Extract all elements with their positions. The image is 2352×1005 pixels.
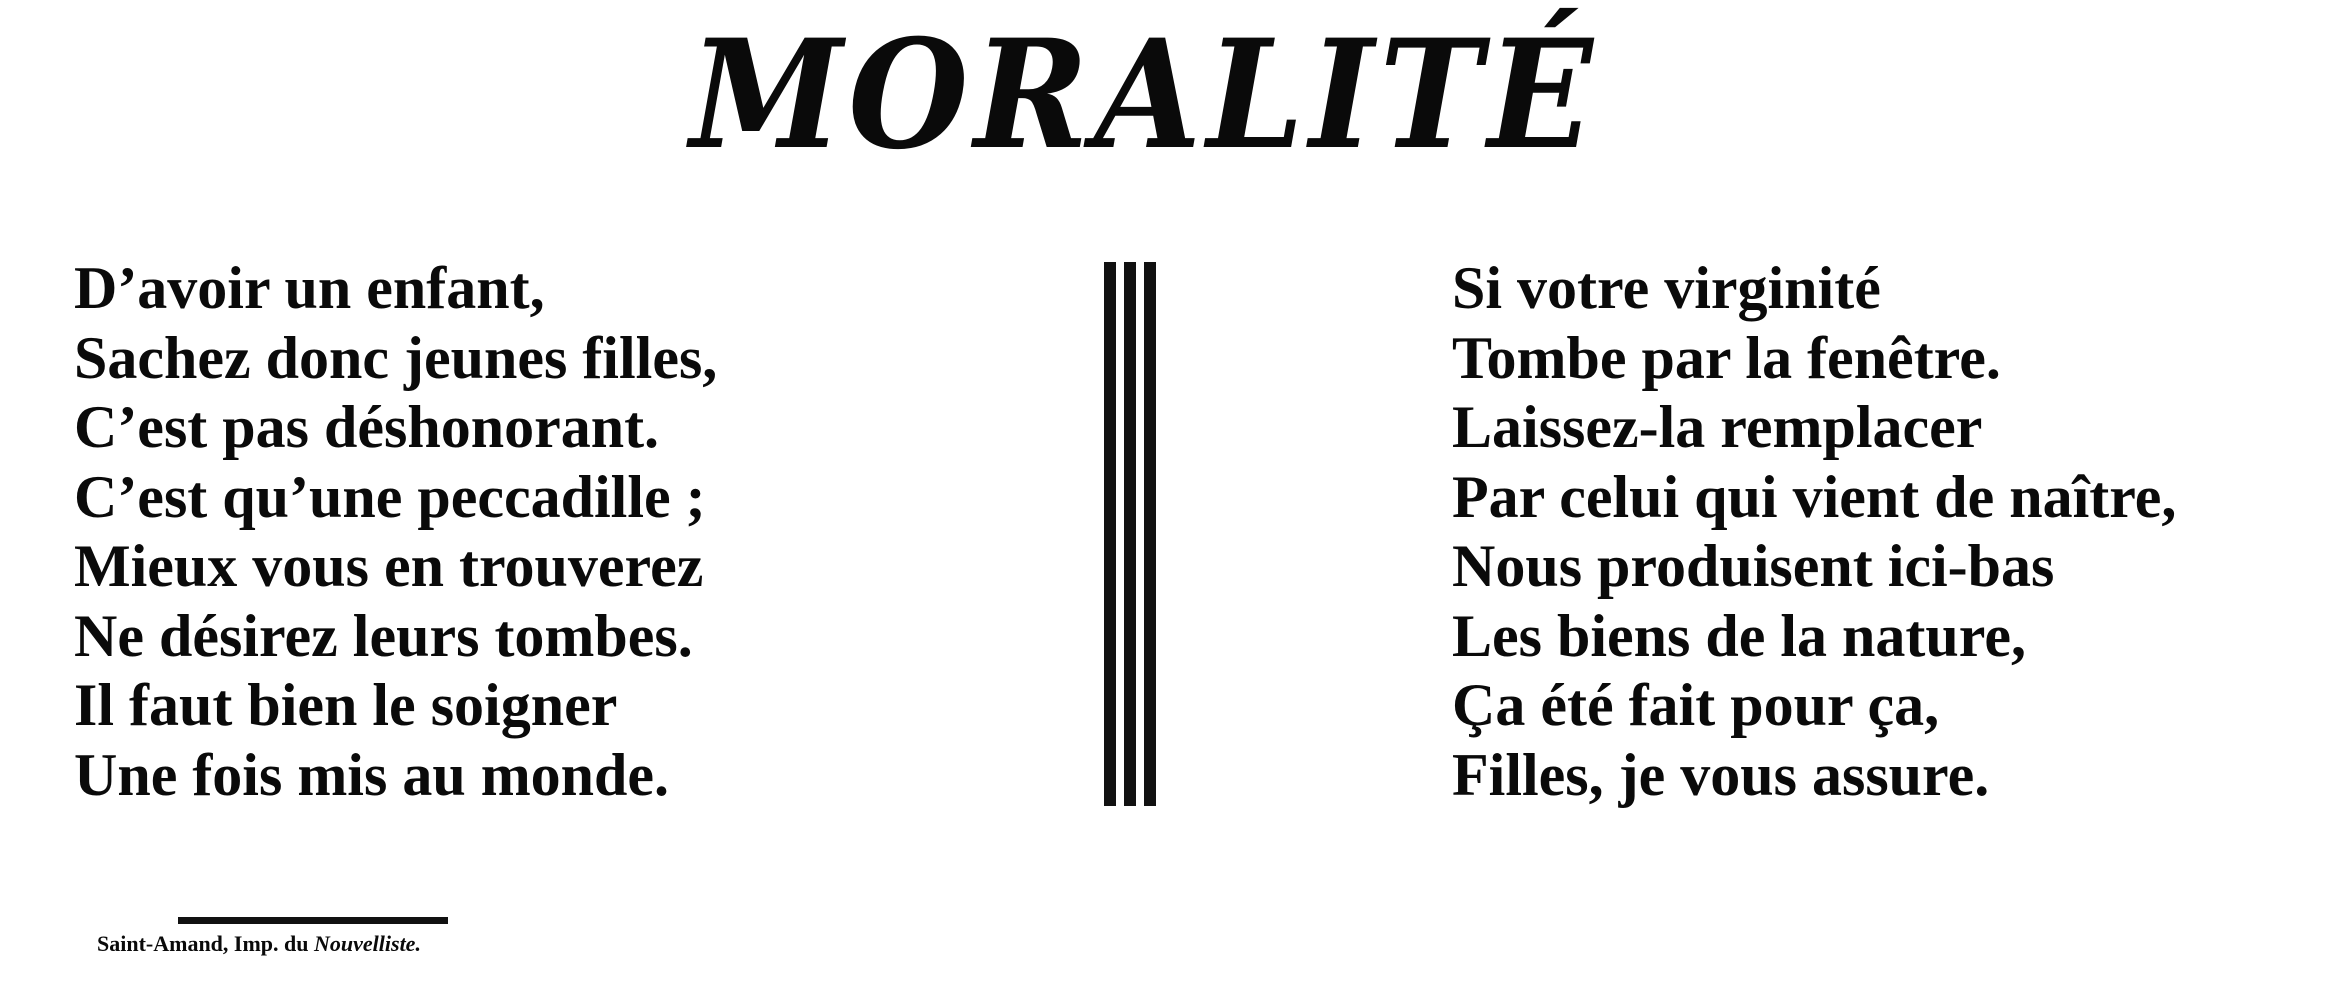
divider-rule <box>1144 262 1156 806</box>
verse-line: Une fois mis au monde. <box>74 741 670 808</box>
verse-line: C’est pas déshonorant. <box>74 394 660 460</box>
imprint-place: Saint-Amand, Imp. du <box>97 931 315 956</box>
verse-line: Les biens de la nature, <box>1452 602 2026 669</box>
printer-imprint <box>97 930 421 958</box>
verse-line: Si votre virginité <box>1452 255 1881 321</box>
verse-line: Ça été fait pour ça, <box>1452 672 1940 738</box>
left-stanza <box>74 254 717 810</box>
verse-line: Filles, je vous assure. <box>1452 741 1990 808</box>
verse-line: D’avoir un enfant, <box>74 255 545 321</box>
verse-line: Il faut bien le soigner <box>74 672 618 738</box>
verse-line: Sachez donc jeunes filles, <box>74 324 718 391</box>
verse-line: Par celui qui vient de naître, <box>1452 463 2177 530</box>
verse-line: Laissez-la remplacer <box>1452 394 1983 460</box>
verse-line: C’est qu’une peccadille ; <box>74 463 706 530</box>
right-stanza <box>1452 254 2176 810</box>
column-divider <box>1104 262 1156 806</box>
divider-rule <box>1104 262 1116 806</box>
verse-line: Tombe par la fenêtre. <box>1452 324 2001 391</box>
page-title: MORALITÉ <box>690 7 1599 183</box>
imprint-publisher: Nouvelliste. <box>314 931 421 956</box>
verse-line: Nous produisent ici-bas <box>1452 533 2055 599</box>
verse-line: Ne désirez leurs tombes. <box>74 602 693 669</box>
imprint-rule <box>178 917 448 924</box>
divider-rule <box>1124 262 1136 806</box>
verse-line: Mieux vous en trouverez <box>74 533 704 599</box>
